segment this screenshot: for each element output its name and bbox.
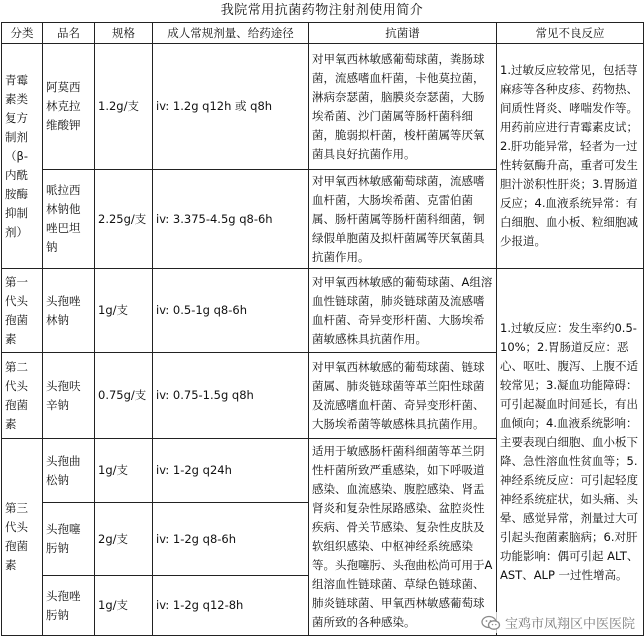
spec-cell: 2.25g/支 [95, 170, 153, 269]
category-cell: 第二代头孢菌素 [2, 353, 43, 439]
header-name: 品名 [43, 23, 95, 44]
wechat-icon [481, 615, 501, 631]
adverse-cell: 1.过敏反应较常见，包括荨麻疹等各种皮疹、药物热、间质性肾炎、哮喘发作等。用药前应进行青霉素皮试；2.肝功能异常，轻者为一过性转氨酶升高，重者可发生胆汁淤积性肝炎；3.胃肠道反应；4.血液系统异常：有白细胞、血小板、粒细胞减少报道。 [497, 44, 644, 269]
spec-cell: 1.2g/支 [95, 44, 153, 170]
dose-cell: iv: 0.75-1.5g q8h [153, 353, 309, 439]
header-dose: 成人常规剂量、给药途径 [153, 23, 309, 44]
dose-cell: iv: 1-2g q12-8h [153, 576, 309, 636]
table-row [2, 44, 644, 170]
spectrum-cell: 对甲氧西林敏感葡萄球菌，粪肠球菌，流感嗜血杆菌，卡他莫拉菌，淋病奈瑟菌，脑膜炎奈瑟菌，大肠埃希菌、沙门菌属等肠杆菌科细菌，脆弱拟杆菌，梭杆菌属等厌氧菌具良好抗菌作用。 [309, 44, 497, 170]
watermark [478, 612, 638, 633]
drug-name-cell: 头孢曲松钠 [43, 439, 95, 503]
adverse-cell: 1.过敏反应：发生率约0.5-10%；2.胃肠道反应：恶心、呕吐、腹泻、上腹不适较常见；3.凝血功能障碍：可引起凝血时间延长，有出血倾向；4.血液系统影响：主要表现白细胞、血小板下降、急性溶血性贫血等；5.神经系统反应：可引起轻度神经系统症状，如头痛、头晕、感觉异常，剂量过大可引起头孢菌素脑病；6.对肝功能影响：偶可引起 ALT、AST、ALP 一过性增高。 [497, 269, 644, 636]
drug-name-cell: 头孢呋辛钠 [43, 353, 95, 439]
watermark-text: 宝鸡市凤翔区中医医院 [504, 617, 635, 632]
dose-cell: iv: 0.5-1g q8-6h [153, 269, 309, 353]
drug-name-cell: 头孢唑肟钠 [43, 576, 95, 636]
drug-name-cell: 头孢噻肟钠 [43, 503, 95, 576]
header-category: 分类 [2, 23, 43, 44]
dose-cell: iv: 1.2g q12h 或 q8h [153, 44, 309, 170]
spectrum-cell: 对甲氧西林敏感的葡萄球菌、链球菌属、肺炎链球菌等革兰阳性球菌及流感嗜血杆菌、奇异变形杆菌、大肠埃希菌等敏感株具抗菌作用。 [309, 353, 497, 439]
dose-cell: iv: 1-2g q8-6h [153, 503, 309, 576]
table-row [2, 269, 644, 353]
spec-cell: 1g/支 [95, 269, 153, 353]
spec-cell: 1g/支 [95, 439, 153, 503]
spec-cell: 2g/支 [95, 503, 153, 576]
header-spectrum: 抗菌谱 [309, 23, 497, 44]
document-title: 我院常用抗菌药物注射剂使用简介 [220, 3, 424, 18]
drug-name-cell: 哌拉西林钠他唑巴坦钠 [43, 170, 95, 269]
drug-name-cell: 头孢唑林钠 [43, 269, 95, 353]
dose-cell: iv: 1-2g q24h [153, 439, 309, 503]
dose-cell: iv: 3.375-4.5g q8-6h [153, 170, 309, 269]
category-cell: 第三代头孢菌素 [2, 439, 43, 636]
header-adverse: 常见不良反应 [497, 23, 644, 44]
header-spec: 规格 [95, 23, 153, 44]
spectrum-cell: 对甲氧西林敏感的葡萄球菌、A组溶血性链球菌，肺炎链球菌及流感嗜血杆菌、奇异变形杆菌、大肠埃希菌敏感株具抗菌作用。 [309, 269, 497, 353]
drug-name-cell: 阿莫西林克拉维酸钾 [43, 44, 95, 170]
category-cell: 青霉素类复方制剂（β-内酰胺酶抑制剂） [2, 44, 43, 269]
spec-cell: 0.75g/支 [95, 353, 153, 439]
category-cell: 第一代头孢菌素 [2, 269, 43, 353]
spec-cell: 1g/支 [95, 576, 153, 636]
table-header-row [2, 23, 644, 44]
drug-table [1, 22, 644, 636]
spectrum-cell: 对甲氧西林敏感葡萄球菌，流感嗜血杆菌，大肠埃希菌、克雷伯菌属、肠杆菌属等肠杆菌科细菌，铜绿假单胞菌及拟杆菌属等厌氧菌具抗菌作用。 [309, 170, 497, 269]
spectrum-cell: 适用于敏感肠杆菌科细菌等革兰阴性杆菌所致严重感染，如下呼吸道感染、血流感染、腹腔感染、肾盂肾炎和复杂性尿路感染、盆腔炎性疾病、骨关节感染、复杂性皮肤及软组织感染、中枢神经系统感染等。头孢噻肟、头孢曲松尚可用于A组溶血性链球菌、草绿色链球菌、肺炎链球菌、甲氧西林敏感葡萄球菌所致的各种感染。 [309, 439, 497, 636]
